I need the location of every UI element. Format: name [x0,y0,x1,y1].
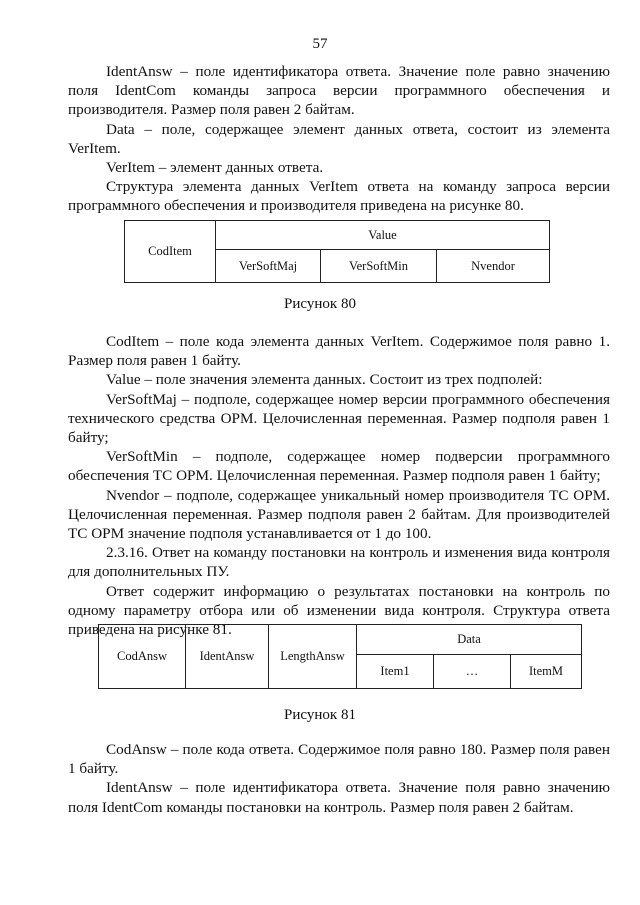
paragraph: Ответ содержит информацию о результатах постановки на контроль по одному параметру отбора или об изменении вида контроля. Структура ответа приведена на рисунке 81. [68,582,610,639]
paragraph: Nvendor – подполе, содержащее уникальный номер производителя ТС ОРМ. Целочисленная переменная. Размер подполя равен 2 байтам. Для производителей ТС ОРМ значение подполя устанавливается от 1 до 100. [68,486,610,543]
paragraph: Структура элемента данных VerItem ответа на команду запроса версии программного обеспечения и производителя приведена на рисунке 80. [68,178,610,215]
cell-item1: Item1 [357,655,434,689]
paragraph: CodItem – поле кода элемента данных VerItem. Содержимое поля равно 1. Размер поля равен 1 байту. [68,333,610,370]
figure-81-caption: Рисунок 81 [284,707,356,723]
paragraph: Value – поле значения элемента данных. Состоит из трех подполей: [106,371,543,389]
cell-codansw: CodAnsw [99,625,186,689]
paragraph: IdentAnsw – поле идентификатора ответа. Значение поле равно значению поля IdentCom команды запроса версии программного обеспечения и производителя. Размер поля равен 2 байтам. [68,63,610,119]
paragraph: VerItem – элемент данных ответа. [106,159,324,177]
text-block-2 [68,332,610,639]
figure-80-table [124,220,550,283]
cell-value: Value [216,221,550,250]
paragraph: VerSoftMin – подполе, содержащее номер подверсии программного обеспечения ТС ОРМ. Целочисленная переменная. Размер подполя равен 1 байту; [68,448,610,485]
cell-data: Data [357,625,582,655]
cell-versoftmaj: VerSoftMaj [216,250,321,283]
cell-identansw: IdentAnsw [186,625,269,689]
section-heading: 2.3.16. Ответ на команду постановки на контроль и изменения вида контроля для дополнительных ПУ. [68,544,610,581]
paragraph: Data – поле, содержащее элемент данных ответа, состоит из элемента VerItem. [68,120,610,157]
text-block-1 [68,62,610,216]
cell-nvendor: Nvendor [437,250,550,283]
paragraph: CodAnsw – поле кода ответа. Содержимое поля равно 180. Размер поля равен 1 байту. [68,741,610,778]
cell-coditem: CodItem [125,221,216,283]
cell-itemm: ItemM [511,655,582,689]
paragraph: IdentAnsw – поле идентификатора ответа. Значение поля равно значению поля IdentCom команды постановки на контроль. Размер поля равен 2 байтам. [68,779,610,816]
figure-80-caption: Рисунок 80 [284,296,356,312]
cell-ellipsis: … [434,655,511,689]
figure-81-table [98,624,582,689]
cell-versoftmin: VerSoftMin [321,250,437,283]
page-number: 57 [312,36,328,52]
cell-lengthansw: LengthAnsw [269,625,357,689]
paragraph: VerSoftMaj – подполе, содержащее номер версии программного обеспечения технического средства ОРМ. Целочисленная переменная. Размер подполя равен 1 байту; [68,390,610,447]
text-block-3 [68,740,610,817]
